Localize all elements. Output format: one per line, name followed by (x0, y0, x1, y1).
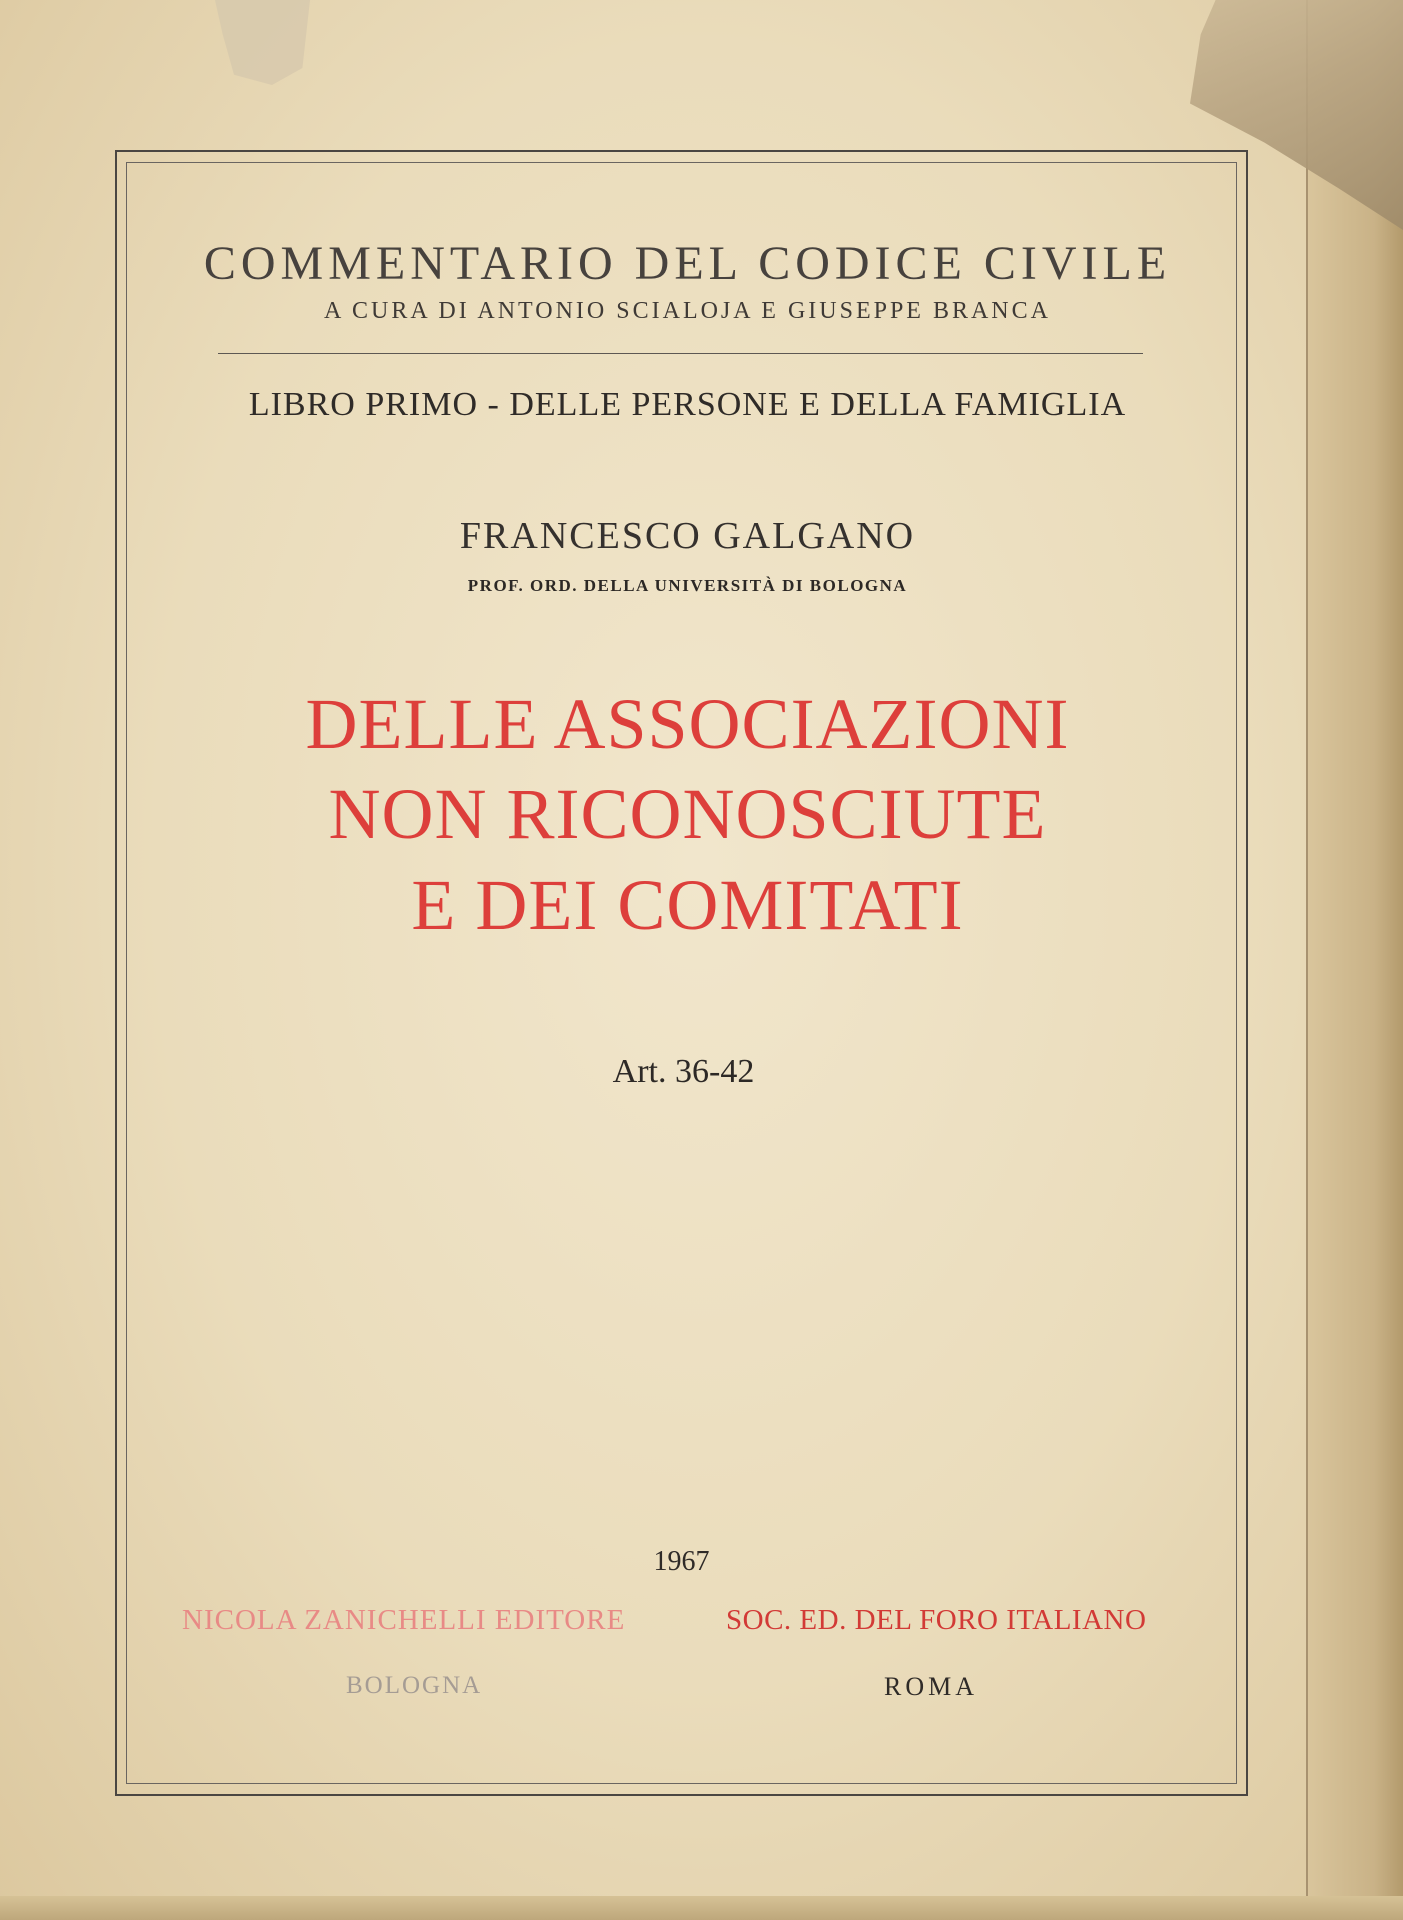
publication-year: 1967 (653, 1546, 710, 1577)
city-right: ROMA (884, 1672, 979, 1701)
author-name: FRANCESCO GALGANO (459, 515, 916, 557)
title-line-1: DELLE ASSOCIAZIONI (305, 684, 1070, 764)
editors-line: A CURA DI ANTONIO SCIALOJA E GIUSEPPE BRANCA (324, 298, 1051, 324)
series-title: COMMENTARIO DEL CODICE CIVILE (203, 237, 1172, 290)
title-line-2: NON RICONOSCIUTE (328, 774, 1047, 854)
publisher-left: NICOLA ZANICHELLI EDITORE (182, 1604, 626, 1636)
book-line: LIBRO PRIMO - DELLE PERSONE E DELLA FAMIGLIA (248, 386, 1127, 423)
city-left: BOLOGNA (346, 1672, 483, 1699)
author-affiliation: PROF. ORD. DELLA UNIVERSITÀ DI BOLOGNA (467, 576, 908, 595)
divider-rule (218, 353, 1143, 354)
publisher-right: SOC. ED. DEL FORO ITALIANO (726, 1604, 1147, 1636)
articles-range: Art. 36-42 (612, 1053, 755, 1090)
page-edge-bottom (0, 1896, 1403, 1920)
title-line-3: E DEI COMITATI (411, 865, 964, 945)
